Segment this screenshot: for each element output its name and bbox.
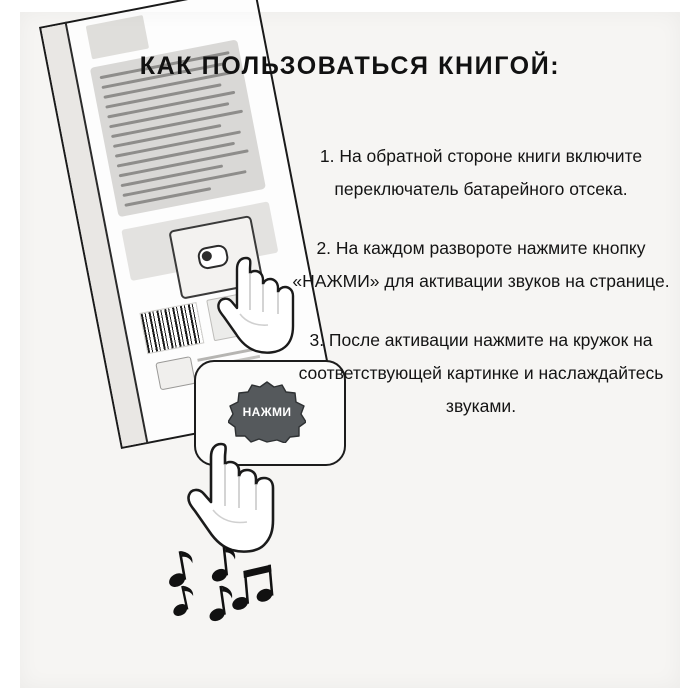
instruction-step-1: 1. На обратной стороне книги включите переключатель батарейного отсека. [319,146,643,199]
instruction-step-3: 3. После активации нажмите на кружок на соответствующей картинке и наслаждайтесь звуками. [298,330,664,416]
press-button-label: НАЖМИ [242,405,292,419]
page-title: КАК ПОЛЬЗОВАТЬСЯ КНИГОЙ: [139,52,561,80]
music-notes-icon [158,540,288,635]
instruction-step-2: 2. На каждом развороте нажмите кнопку «НАЖМИ» для активации звуков на странице. [292,238,670,291]
pointing-hand-top-icon [216,252,300,362]
instructions-list [290,140,672,423]
